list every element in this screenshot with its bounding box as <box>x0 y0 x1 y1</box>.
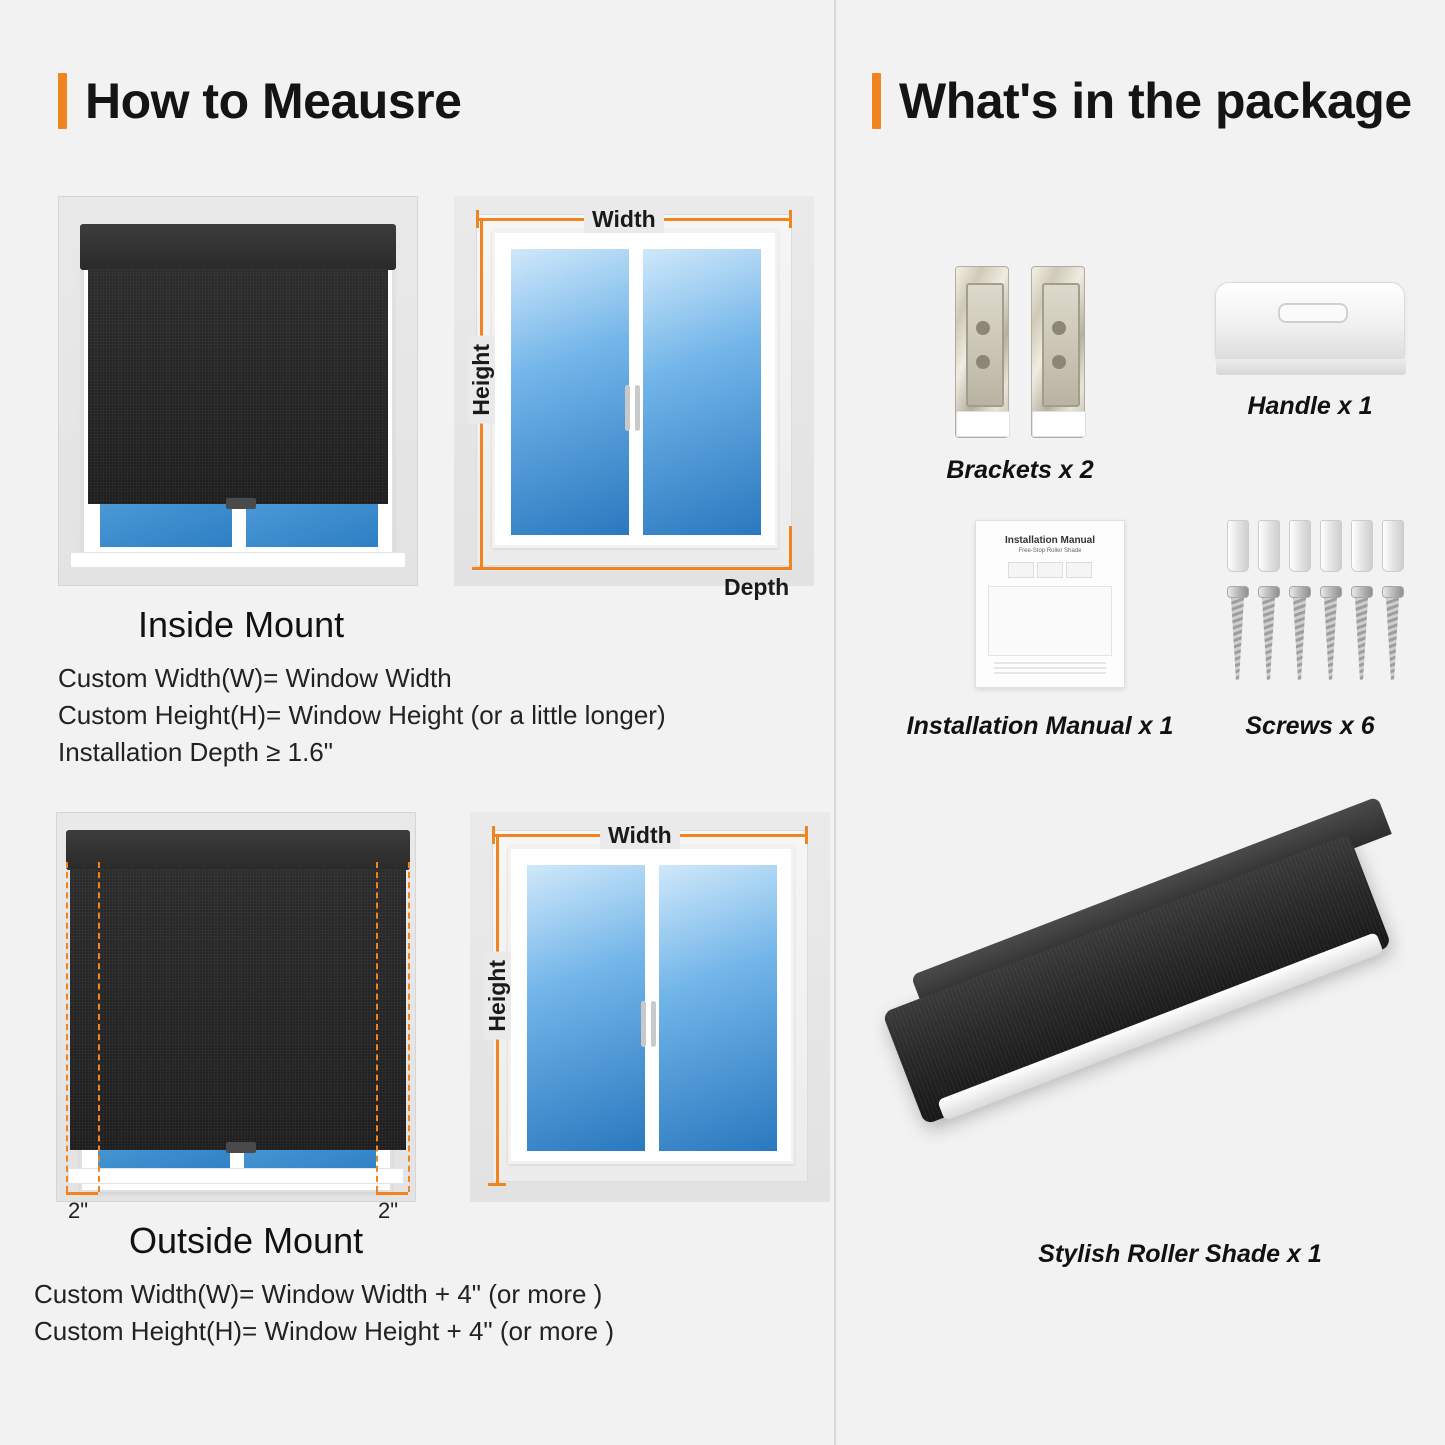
overhang-arrow-left <box>66 1192 98 1195</box>
outside-mount-title: Outside Mount <box>129 1220 364 1261</box>
label-height-outside: Height <box>484 952 511 1040</box>
screw <box>1351 586 1373 680</box>
outside-mount-block <box>34 812 824 1350</box>
manual-thumb-2 <box>1037 562 1063 578</box>
handle-icon <box>1190 282 1430 362</box>
manual-cover-title: Installation Manual <box>1004 535 1095 546</box>
measure-glass-right <box>641 247 763 537</box>
package-heading <box>872 72 1412 130</box>
screw-head <box>1320 586 1342 598</box>
overhang-dash-left-outer <box>66 862 68 1192</box>
overhang-dash-right-inner <box>376 862 378 1192</box>
screw-head <box>1351 586 1373 598</box>
measure-heading-text: How to Meausre <box>85 73 462 129</box>
manual-cover <box>975 520 1125 688</box>
bottom-marker-line <box>476 567 792 570</box>
screw-body <box>1293 598 1306 680</box>
roller-shade-icon <box>905 855 1425 1185</box>
measure-window-frame-outside <box>508 846 794 1164</box>
inside-note-3: Installation Depth ≥ 1.6" <box>58 736 333 767</box>
shade-headrail-outside <box>66 830 410 870</box>
bracket-base-right <box>1032 411 1086 437</box>
outside-note-2: Custom Height(H)= Window Height + 4" (or more ) <box>34 1315 614 1346</box>
handle-shape <box>1215 282 1405 362</box>
manual-thumb-3 <box>1066 562 1092 578</box>
bracket-base-left <box>956 411 1010 437</box>
outside-mount-notes <box>34 1276 824 1350</box>
manual-text-lines <box>988 662 1112 674</box>
overhang-dash-left-inner <box>98 862 100 1192</box>
screw <box>1289 586 1311 680</box>
screw-body <box>1262 598 1275 680</box>
outside-measure-figure <box>470 812 824 1202</box>
shade-headrail <box>80 224 396 270</box>
height-tick-bottom-outside <box>488 1183 506 1186</box>
label-height: Height <box>468 336 495 424</box>
measure-glass-right-outside <box>657 863 779 1153</box>
package-heading-text: What's in the package <box>899 73 1412 129</box>
label-depth: Depth <box>724 574 790 600</box>
inside-note-2: Custom Height(H)= Window Height (or a little longer) <box>58 699 666 730</box>
accent-bar <box>58 73 67 129</box>
inside-mount-title: Inside Mount <box>138 604 345 645</box>
inside-mount-notes <box>58 660 818 771</box>
screw-head <box>1258 586 1280 598</box>
inside-mount-illustrations <box>58 196 818 600</box>
window-handle-icon-outside <box>645 1001 653 1047</box>
shade-bottom-handle <box>226 498 256 509</box>
width-tick-left-outside <box>492 826 495 844</box>
inside-mount-shade-figure <box>58 196 418 586</box>
manual-thumb-1 <box>1008 562 1034 578</box>
screw <box>1227 586 1249 680</box>
inside-note-1: Custom Width(W)= Window Width <box>58 663 452 693</box>
screw-head <box>1227 586 1249 598</box>
screw-row <box>1185 586 1445 686</box>
wall-anchor <box>1227 520 1249 572</box>
outside-mount-illustrations <box>34 812 824 1223</box>
screw-body <box>1355 598 1368 680</box>
shade-fabric <box>88 268 388 504</box>
handle-caption: Handle x 1 <box>1247 392 1373 420</box>
manual-line-3 <box>994 672 1106 674</box>
screw <box>1320 586 1342 680</box>
label-overhang-left: 2" <box>68 1198 89 1223</box>
manual-line-1 <box>994 662 1106 664</box>
wall-anchor <box>1258 520 1280 572</box>
overhang-arrow-right <box>376 1192 408 1195</box>
window-handle-icon <box>629 385 637 431</box>
wall-anchor <box>1289 520 1311 572</box>
width-marker-tick-right <box>789 210 792 228</box>
screw-body <box>1231 598 1244 680</box>
shade-bottom-handle-outside <box>226 1142 256 1153</box>
outside-note-1: Custom Width(W)= Window Width + 4" (or more ) <box>34 1279 603 1309</box>
screw-body <box>1324 598 1337 680</box>
panel-divider <box>834 0 836 1445</box>
label-width-outside: Width <box>600 822 680 849</box>
label-overhang-right: 2" <box>378 1198 399 1223</box>
overhang-dash-right-outer <box>408 862 410 1192</box>
accent-bar-2 <box>872 73 881 129</box>
brackets-caption: Brackets x 2 <box>946 456 1094 484</box>
screw <box>1382 586 1404 680</box>
manual-thumbnails <box>988 562 1112 578</box>
screw-icon <box>1185 512 1445 686</box>
screw-head <box>1289 586 1311 598</box>
width-marker-tick-left <box>476 210 479 228</box>
manual-line-2 <box>994 667 1106 669</box>
wall-anchor-row <box>1185 512 1445 572</box>
shade-fabric-outside <box>70 868 406 1150</box>
bracket-left <box>955 266 1009 438</box>
window-sill <box>70 552 406 568</box>
screw <box>1258 586 1280 680</box>
inside-mount-block <box>58 196 818 771</box>
outside-mount-shade-figure <box>56 812 410 1223</box>
label-width: Width <box>584 206 664 233</box>
measure-glass-left-outside <box>525 863 647 1153</box>
measure-window-frame <box>492 230 778 548</box>
window-sill-outside <box>68 1168 404 1184</box>
roller-shade-caption: Stylish Roller Shade x 1 <box>1038 1240 1322 1268</box>
wall-anchor <box>1320 520 1342 572</box>
manual-caption: Installation Manual x 1 <box>906 712 1174 740</box>
manual-diagram-box <box>988 586 1112 656</box>
depth-marker-tick <box>789 526 792 568</box>
manual-icon <box>900 520 1200 688</box>
manual-cover-subtitle: Free-Stop Roller Shade <box>1018 548 1082 554</box>
bracket-icon <box>880 258 1160 438</box>
wall-anchor <box>1351 520 1373 572</box>
screw-head <box>1382 586 1404 598</box>
screw-body <box>1386 598 1399 680</box>
bracket-right <box>1031 266 1085 438</box>
screws-caption: Screws x 6 <box>1245 712 1375 740</box>
wall-anchor <box>1382 520 1404 572</box>
measure-heading <box>58 72 461 130</box>
inside-measure-figure <box>454 196 814 600</box>
measure-glass-left <box>509 247 631 537</box>
width-tick-right-outside <box>805 826 808 844</box>
bracket-pair <box>880 258 1160 438</box>
